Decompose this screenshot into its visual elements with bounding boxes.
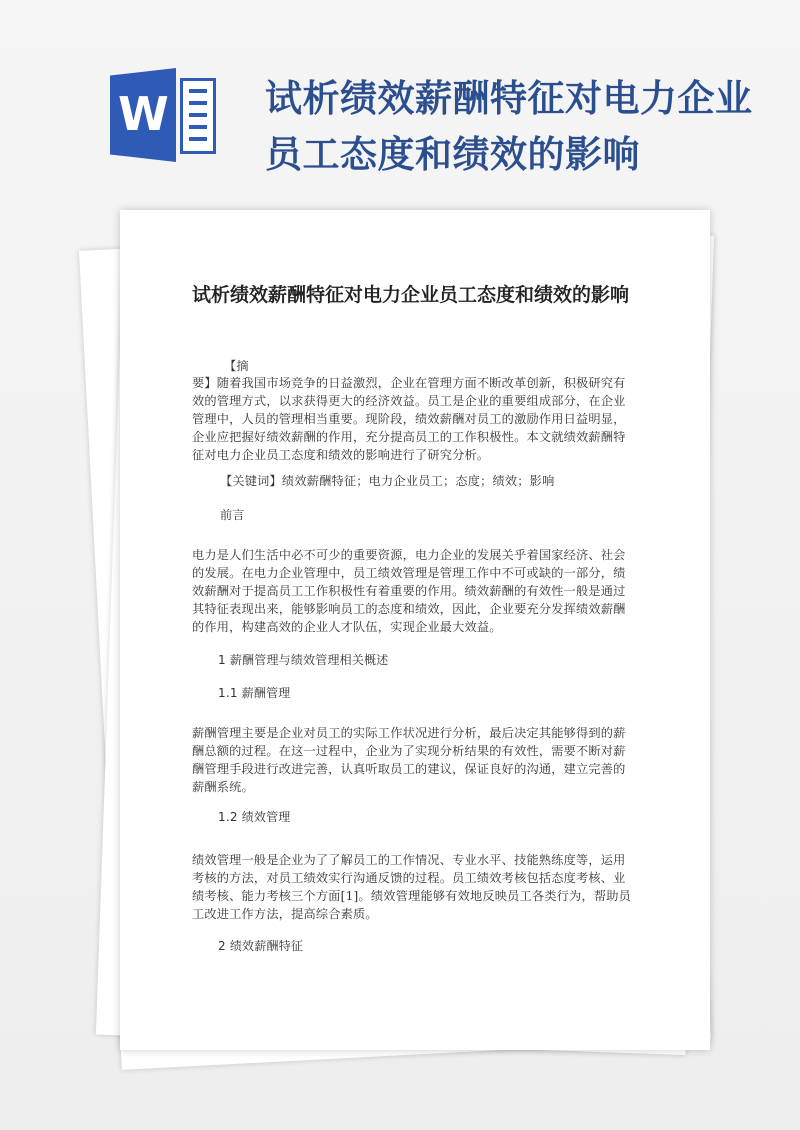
section-1-2-heading: 1.2 绩效管理 — [218, 810, 291, 824]
section-2-heading: 2 绩效薪酬特征 — [218, 939, 304, 953]
document-page — [120, 210, 710, 1050]
word-icon-page — [180, 78, 216, 154]
section-1-1-paragraph: 薪酬管理主要是企业对员工的实际工作状况进行分析，最后决定其能够得到的薪酬总额的过程。在这一过程中，企业为了实现分析结果的有效性，需要不断对薪酬管理手段进行改进完善，认真听取员工的建议，保证良好的沟通，建立完善的薪酬系统。 — [192, 726, 626, 794]
keywords-text: 【关键词】绩效薪酬特征；电力企业员工；态度；绩效；影响 — [220, 474, 555, 488]
abstract-heading: 【摘 — [224, 359, 249, 373]
abstract-text: 要】随着我国市场竞争的日益激烈，企业在管理方面不断改革创新，积极研究有效的管理方式，以求获得更大的经济效益。员工是企业的重要组成部分，在企业管理中，人员的管理相当重要。现阶段，绩效薪酬对员工的激励作用日益明显，企业应把握好绩效薪酬的作用，充分提高员工的工作积极性。本文就绩效薪酬特征对电力企业员工态度和绩效的影响进行了研究分析。 — [192, 376, 626, 462]
section-1-2-paragraph: 绩效管理一般是企业为了了解员工的工作情况、专业水平、技能熟练度等，运用考核的方法，对员工绩效实行沟通反馈的过程。员工绩效考核包括态度考核、业绩考核、能力考核三个方面[1]。绩效管理能够有效地反映员工各类行为，帮助员工改进工作方法，提高综合素质。 — [192, 853, 632, 921]
document-title: 试析绩效薪酬特征对电力企业员工态度和绩效的影响 — [192, 284, 630, 306]
header-title: 试析绩效薪酬特征对电力企业员工态度和绩效的影响 — [265, 76, 753, 176]
intro-paragraph: 电力是人们生活中必不可少的重要资源，电力企业的发展关乎着国家经济、社会的发展。在电力企业管理中，员工绩效管理是管理工作中不可或缺的一部分，绩效薪酬对于提高员工工作积极性有着重要的作用。绩效薪酬的有效性一般是通过其特征表现出来，能够影响员工的态度和绩效，因此，企业要充分发挥绩效薪酬的作用，构建高效的企业人才队伍，实现企业最大效益。 — [192, 548, 626, 634]
section-1-1-heading: 1.1 薪酬管理 — [218, 686, 291, 700]
preface-heading: 前言 — [220, 508, 245, 522]
word-document-icon — [110, 68, 216, 162]
word-icon-letter: W — [118, 87, 169, 141]
section-1-heading: 1 薪酬管理与绩效管理相关概述 — [218, 653, 389, 667]
